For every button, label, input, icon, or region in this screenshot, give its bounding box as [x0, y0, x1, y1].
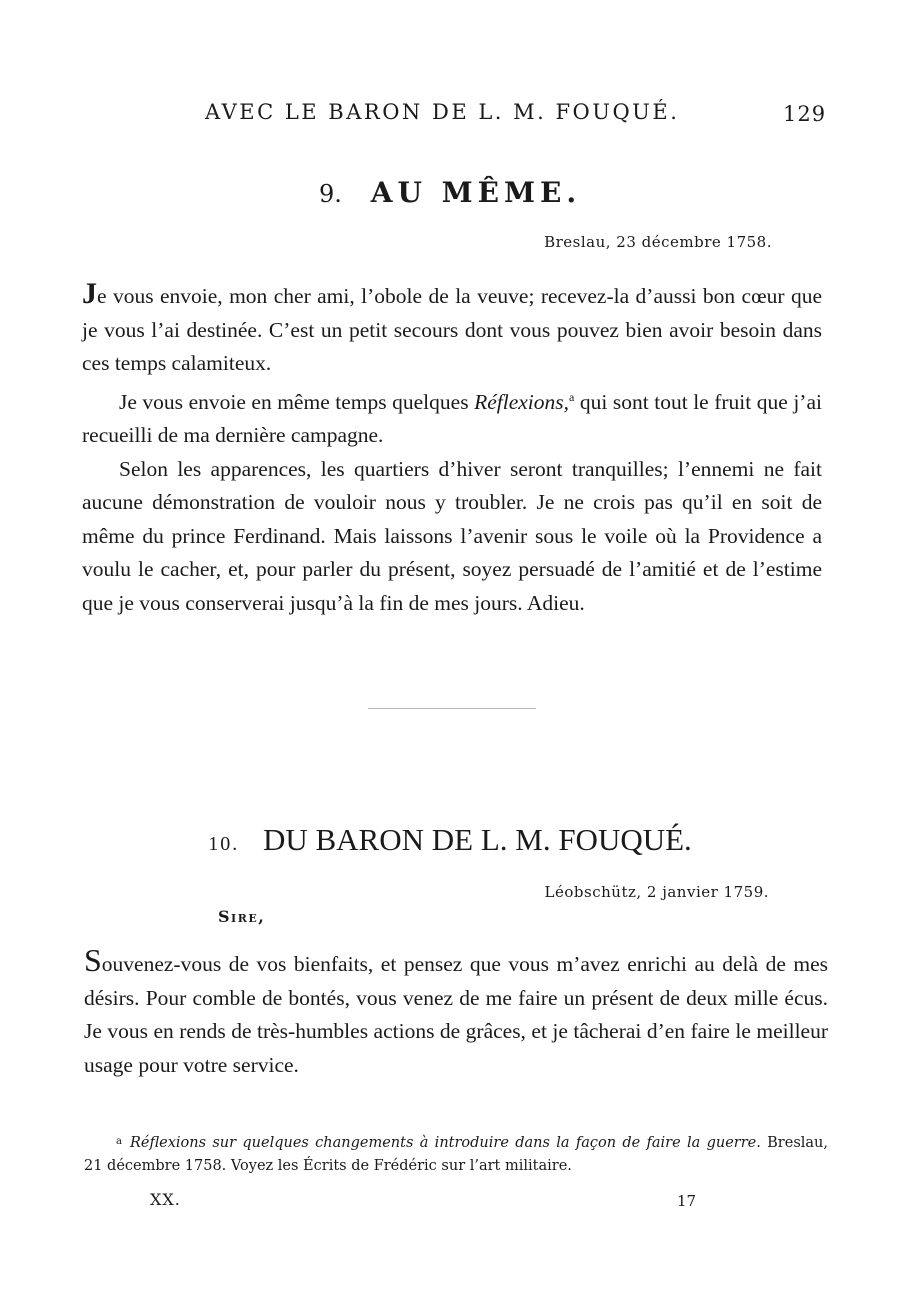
salutation: Sire, — [218, 907, 266, 926]
footnote-mark: a — [116, 1136, 122, 1147]
italic-title: Réflexions, — [474, 389, 570, 414]
paragraph-text: Je vous envoie en même temps quelques — [119, 389, 475, 414]
footnote-reference[interactable]: a — [569, 389, 575, 404]
paragraph-text: e vous envoie, mon cher ami, l’obole de la veuve; recevez-la d’aussi bon cœur que je vous l’ai destinée. C’est un petit secours dont vous pouvez bien avoir besoin dans ces temps calamiteux. — [82, 284, 822, 375]
footnote-italic: Réflexions sur quelques changements à introduire dans la façon de faire la guerre. — [129, 1135, 761, 1151]
running-header — [0, 100, 900, 130]
running-title: AVEC LE BARON DE L. M. FOUQUÉ. — [205, 100, 680, 124]
drop-cap: S — [84, 942, 102, 978]
paragraph-text: qui sont tout le fruit que j’ai recueilli de ma dernière campagne. — [82, 389, 822, 447]
paragraph — [82, 453, 822, 621]
letter-heading — [0, 822, 900, 858]
paragraph-text: ouvenez-vous de vos bienfaits, et pensez que vous m’avez enrichi au delà de mes désirs. Pour comble de bontés, vous venez de me faire un présent de deux mille écus. Je vous en rends de très-humbles actions de grâces, et je tâcherai d’en faire le meilleur usage pour votre service. — [84, 952, 828, 1077]
drop-cap: J — [82, 277, 97, 310]
paragraph — [82, 277, 822, 381]
dateline: Léobschütz, 2 janvier 1759. — [544, 883, 769, 901]
footnote-text: Breslau, 21 décembre 1758. Voyez les Écrits de Frédéric sur l’art militaire. — [84, 1135, 828, 1174]
section-divider — [368, 708, 536, 709]
letter-title: AU MÊME. — [370, 176, 582, 209]
footnote — [84, 1130, 828, 1178]
letter-number: 10. — [208, 833, 240, 855]
dateline: Breslau, 23 décembre 1758. — [544, 233, 772, 251]
letter-title: DU BARON DE L. M. FOUQUÉ. — [262, 822, 692, 857]
letter-heading — [0, 176, 900, 209]
paragraph — [82, 381, 822, 453]
paragraph — [84, 944, 828, 1082]
signature-mark: XX. — [150, 1190, 181, 1209]
letter-number: 9. — [318, 180, 342, 208]
paragraph-text: Selon les apparences, les quartiers d’hiver seront tranquilles; l’ennemi ne fait aucune démonstration de vouloir nous y troubler. Je ne crois pas qu’il en soit de même du prince Ferdinand. Mais laissons l’avenir sous le voile où la Providence a voulu le cacher, et, pour parler du présent, soyez persuadé de l’amitié et de l’estime que je vous conserverai jusqu’à la fin de mes jours. Adieu. — [82, 456, 822, 615]
letter-body — [84, 944, 828, 1082]
page-number: 129 — [783, 102, 827, 126]
letter-body — [82, 277, 822, 620]
sheet-number: 17 — [677, 1192, 697, 1210]
